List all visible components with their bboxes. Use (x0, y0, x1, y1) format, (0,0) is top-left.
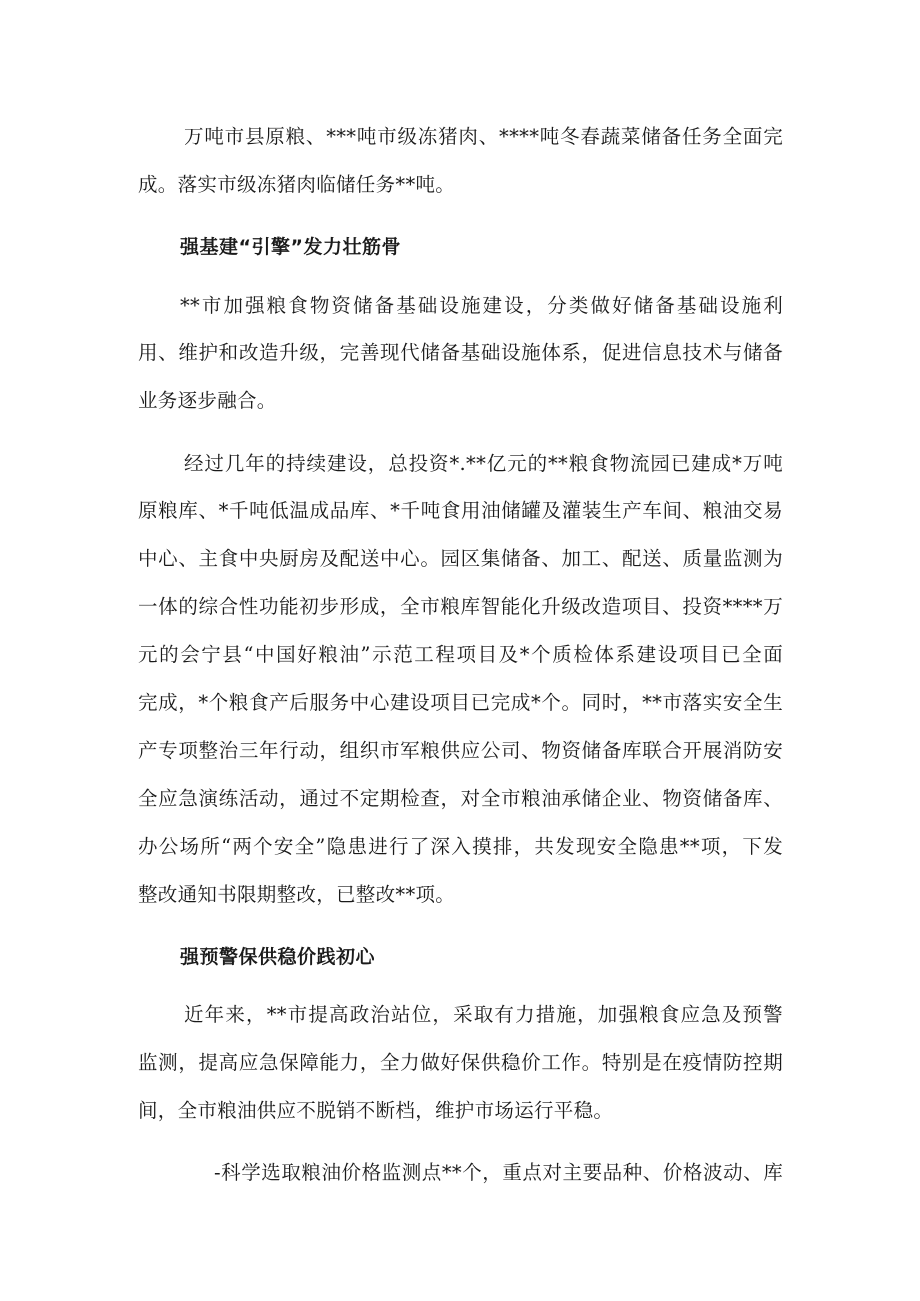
body-text-line: 产专项整治三年行动，组织市军粮供应公司、物资储备库联合开展消防安 (138, 739, 783, 762)
body-text-line: 元的会宁县“中国好粮油”示范工程项目及*个质检体系建设项目已全面 (138, 643, 783, 666)
body-text-line: 万吨市县原粮、***吨市级冻猪肉、****吨冬春蔬菜储备任务全面完 (184, 125, 783, 148)
body-text-line: 办公场所“两个安全”隐患进行了深入摸排，共发现安全隐患**项，下发 (138, 835, 783, 858)
section-heading: 强基建“引擎”发力壮筋骨 (180, 236, 401, 258)
body-text-line: 近年来，**市提高政治站位，采取有力措施，加强粮食应急及预警 (184, 1003, 783, 1026)
body-text-line: 业务逐步融合。 (138, 389, 277, 412)
body-text-line: 一体的综合性功能初步形成，全市粮库智能化升级改造项目、投资****万 (138, 595, 783, 618)
body-text-line: 经过几年的持续建设，总投资*.**亿元的**粮食物流园已建成*万吨 (184, 452, 783, 475)
body-text-line: 完成，*个粮食产后服务中心建设项目已完成*个。同时，**市落实安全生 (138, 691, 783, 714)
body-text-line: 间，全市粮油供应不脱销不断档，维护市场运行平稳。 (138, 1099, 614, 1122)
body-text-line: 用、维护和改造升级，完善现代储备基础设施体系，促进信息技术与储备 (138, 341, 783, 364)
body-text-line: 监测，提高应急保障能力，全力做好保供稳价工作。特别是在疫情防控期 (138, 1051, 783, 1074)
body-text-line: 成。落实市级冻猪肉临储任务**吨。 (138, 173, 456, 196)
section-heading: 强预警保供稳价践初心 (180, 946, 376, 968)
body-text-line: 中心、主食中央厨房及配送中心。园区集储备、加工、配送、质量监测为 (138, 547, 783, 570)
body-text-line: 全应急演练活动，通过不定期检查，对全市粮油承储企业、物资储备库、 (138, 787, 783, 810)
body-text-line: -科学选取粮油价格监测点**个，重点对主要品种、价格波动、库 (214, 1161, 783, 1184)
body-text-line: 整改通知书限期整改，已整改**项。 (138, 883, 456, 906)
body-text-line: 原粮库、*千吨低温成品库、*千吨食用油储罐及灌装生产车间、粮油交易 (138, 499, 783, 522)
body-text-line: **市加强粮食物资储备基础设施建设，分类做好储备基础设施利 (180, 294, 783, 317)
